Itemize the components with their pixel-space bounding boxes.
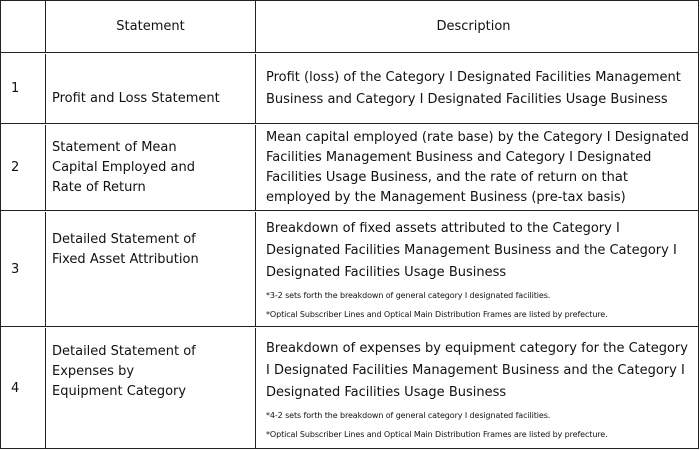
description-text: Breakdown of fixed assets attributed to the Category I Designated Facilities Management Business and the Category I Designated Facilities Usage Business	[266, 221, 677, 280]
header-statement-cell	[46, 1, 255, 52]
row-number-cell	[1, 54, 45, 123]
row-number-cell	[1, 125, 45, 210]
statement-name: Detailed Statement of Expenses by Equipment Category	[52, 344, 196, 399]
statement-cell	[46, 212, 255, 326]
description-cell	[256, 212, 699, 326]
row-number: 2	[11, 160, 20, 175]
description-cell	[256, 125, 699, 210]
description-cell	[256, 54, 699, 123]
header-description-label: Description	[436, 18, 511, 34]
description-cell	[256, 328, 699, 449]
row-number-cell	[1, 328, 45, 449]
statement-name: Statement of Mean Capital Employed and Rate of Return	[52, 139, 195, 195]
row-number: 4	[11, 381, 20, 396]
footnote: *3-2 sets forth the breakdown of general category I designated facilities.	[266, 291, 551, 300]
table-header-row	[1, 1, 698, 53]
row-number-cell	[1, 212, 45, 326]
row-number: 3	[11, 261, 20, 277]
statement-cell	[46, 54, 255, 123]
table-row	[1, 328, 698, 449]
row-number: 1	[11, 81, 20, 96]
description-text: Breakdown of expenses by equipment category for the Category I Designated Facilities Management Business and the Category I Designated Facilities Usage Business	[266, 340, 688, 400]
table-row	[1, 125, 698, 211]
statement-name: Detailed Statement of Fixed Asset Attribution	[52, 232, 199, 267]
statement-name: Profit and Loss Statement	[52, 90, 220, 106]
header-number-cell	[1, 1, 45, 52]
statement-cell	[46, 125, 255, 210]
footnote: *Optical Subscriber Lines and Optical Main Distribution Frames are listed by prefecture.	[266, 310, 608, 319]
footnote: *4-2 sets forth the breakdown of general category I designated facilities.	[266, 410, 551, 420]
description-text: Profit (loss) of the Category I Designated Facilities Management Business and Category I Designated Facilities Usage Business	[266, 69, 681, 107]
footnote: *Optical Subscriber Lines and Optical Main Distribution Frames are listed by prefecture.	[266, 429, 608, 439]
description-text: Mean capital employed (rate base) by the Category I Designated Facilities Management Business and Category I Designated Facilities Usage Business, and the rate of return on that employed by the Management Business (pre-tax basis)	[266, 129, 689, 205]
table-row	[1, 54, 698, 124]
statement-cell	[46, 328, 255, 449]
header-description-cell	[256, 1, 699, 52]
table-row	[1, 212, 698, 327]
header-statement-label: Statement	[116, 18, 185, 34]
